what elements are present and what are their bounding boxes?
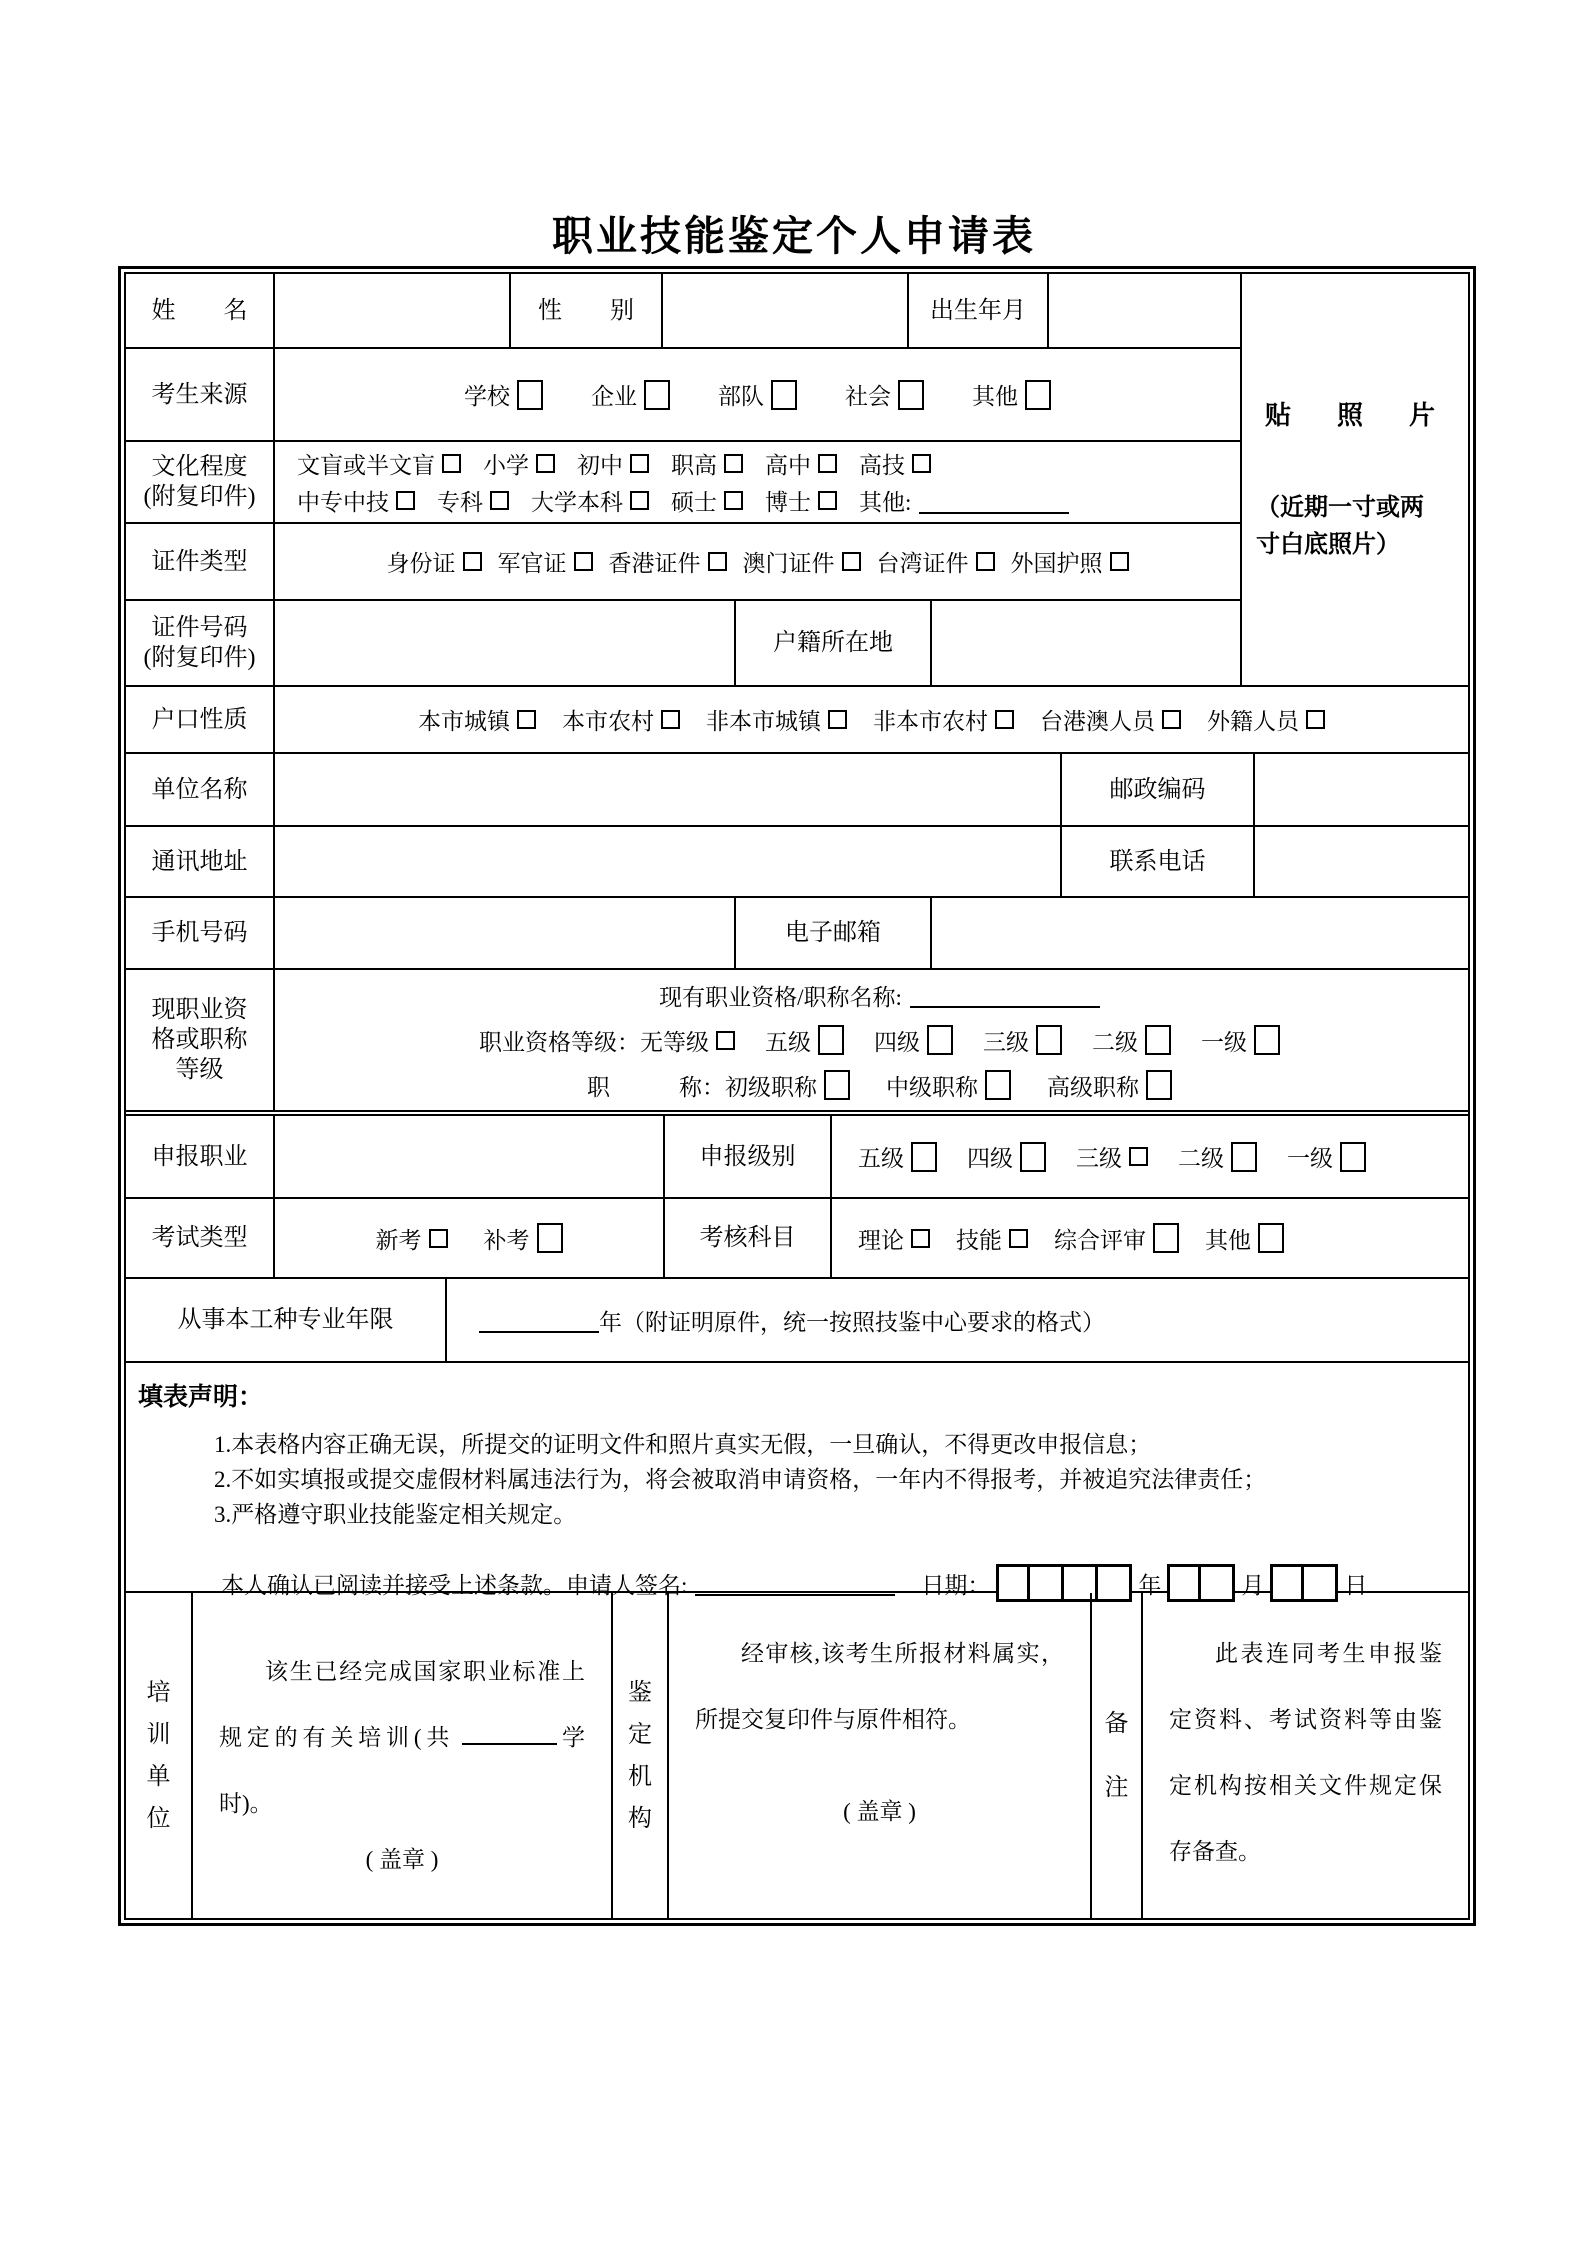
declaration-item: 1.本表格内容正确无误，所提交的证明文件和照片真实无假，一旦确认，不得更改申报信息； [214,1432,1152,1457]
exam-subject-label: 考核科目 [665,1199,832,1277]
硕士-checkbox[interactable] [724,491,743,510]
台港澳人员-checkbox[interactable] [1162,710,1181,729]
apply-level-label: 申报级别 [665,1116,832,1197]
option-label: 非本市农村 [873,709,988,734]
文盲或半文盲-checkbox[interactable] [442,454,461,473]
option-label: 台湾证件 [876,551,969,576]
新考-checkbox[interactable] [429,1229,448,1248]
footer-section [126,1593,1468,1918]
confirm-label: 本人确认已阅读并接受上述条款。申请人签名: [221,1572,688,1598]
photo-paste-area [1240,274,1468,685]
remark-content [1143,1593,1468,1918]
option-label: 小学 [483,453,529,478]
row-years [126,1279,1468,1363]
三级-checkbox[interactable] [1036,1025,1062,1055]
assessment-org-label: 鉴 定 机 构 [613,1593,669,1918]
hukou-options [275,687,1468,752]
id-type-options [275,524,1240,599]
qualification-level-label: 职业资格等级： [479,1029,640,1055]
option-label: 三级 [983,1029,1029,1055]
years-blank[interactable] [479,1307,599,1333]
years-content [447,1279,1468,1361]
declaration-heading: 填表声明： [138,1384,264,1411]
option-label: 高级职称 [1047,1074,1139,1100]
residence-label: 户籍所在地 [736,601,932,685]
qualification-label: 现职业资 格或职称 等级 [126,970,275,1110]
employer-label: 单位名称 [126,754,275,825]
phone-label: 联系电话 [1062,827,1255,896]
option-label: 高中 [765,453,811,478]
身份证-checkbox[interactable] [463,552,482,571]
二级-checkbox[interactable] [1145,1025,1171,1055]
option-label: 四级 [967,1146,1013,1171]
option-label: 本市农村 [562,709,654,734]
top-block [126,274,1468,687]
五级-checkbox[interactable] [911,1142,937,1172]
option-label: 大学本科 [531,490,623,515]
year-char: 年 [1138,1572,1162,1598]
education-label: 文化程度 (附复印件) [126,442,275,522]
id-number-input-cell[interactable] [275,601,736,685]
education-other-label: 其他: [859,490,912,515]
大学本科-checkbox[interactable] [630,491,649,510]
option-label: 高技 [859,453,905,478]
day-char: 日 [1344,1572,1368,1598]
training-unit-text: 该生已经完成国家职业标准上规定的有关培训(共 学时)。 [219,1659,585,1816]
option-label: 技能 [956,1227,1002,1253]
sex-label: 性 别 [511,274,663,347]
sex-input-cell[interactable] [663,274,909,347]
option-label: 一级 [1287,1146,1333,1171]
初级职称-checkbox[interactable] [824,1070,850,1100]
台湾证件-checkbox[interactable] [976,552,995,571]
row-qualification [126,970,1468,1116]
option-label: 军官证 [497,551,567,576]
qualification-name-label: 现有职业资格/职称名称: [659,984,902,1010]
option-label: 无等级 [640,1029,709,1055]
employer-input-cell[interactable] [275,754,1062,825]
postcode-label: 邮政编码 [1062,754,1255,825]
years-suffix: 年（附证明原件，统一按照技鉴中心要求的格式） [599,1309,1105,1335]
row-address [126,827,1468,898]
option-label: 初中 [577,453,623,478]
phone-input-cell[interactable] [1255,827,1468,896]
row-apply-job [126,1116,1468,1199]
qualification-title-label: 职 称： [587,1074,725,1100]
一级-checkbox[interactable] [1254,1025,1280,1055]
香港证件-checkbox[interactable] [708,552,727,571]
option-label: 专科 [437,490,483,515]
企业-checkbox[interactable] [644,380,670,410]
assessment-org-text: 经审核,该考生所报材料属实，所提交复印件与原件相符。 [695,1641,1064,1732]
部队-checkbox[interactable] [771,380,797,410]
name-input-cell[interactable] [275,274,511,347]
training-hours-blank[interactable] [462,1719,557,1745]
option-label: 学校 [464,384,510,409]
option-label: 硕士 [671,490,717,515]
option-label: 综合评审 [1054,1227,1146,1253]
address-input-cell[interactable] [275,827,1062,896]
application-form-table [118,266,1476,1926]
中级职称-checkbox[interactable] [985,1070,1011,1100]
一级-checkbox[interactable] [1340,1142,1366,1172]
address-label: 通讯地址 [126,827,275,896]
photo-title: 贴 照 片 [1264,400,1445,430]
option-label: 企业 [591,384,637,409]
years-label: 从事本工种专业年限 [126,1279,447,1361]
博士-checkbox[interactable] [818,491,837,510]
option-label: 台港澳人员 [1040,709,1155,734]
declaration-item: 3.严格遵守职业技能鉴定相关规定。 [214,1502,577,1527]
学校-checkbox[interactable] [517,380,543,410]
option-label: 理论 [858,1227,904,1253]
option-label: 五级 [858,1146,904,1171]
source-options [275,349,1240,440]
option-label: 文盲或半文盲 [297,453,435,478]
exam-subject-options [832,1199,1468,1277]
assessment-org-content [669,1593,1092,1918]
mobile-label: 手机号码 [126,898,275,968]
本市农村-checkbox[interactable] [661,710,680,729]
二级-checkbox[interactable] [1231,1142,1257,1172]
date-label: 日期： [921,1572,991,1598]
row-name [126,274,1240,349]
mobile-input-cell[interactable] [275,898,736,968]
qualification-content [275,970,1468,1110]
澳门证件-checkbox[interactable] [842,552,861,571]
补考-checkbox[interactable] [537,1223,563,1253]
qualification-name-blank[interactable] [910,982,1100,1008]
option-label: 香港证件 [608,551,701,576]
declaration-item: 2.不如实填报或提交虚假材料属违法行为，将会被取消申请资格，一年内不得报考，并被追究法律责任； [214,1467,1267,1492]
declaration-items [214,1427,1468,1532]
option-label: 二级 [1092,1029,1138,1055]
非本市城镇-checkbox[interactable] [828,710,847,729]
理论-checkbox[interactable] [911,1229,930,1248]
小学-checkbox[interactable] [536,454,555,473]
option-label: 中专中技 [297,490,389,515]
option-label: 三级 [1076,1146,1122,1171]
option-label: 本市城镇 [418,709,510,734]
中专中技-checkbox[interactable] [396,491,415,510]
专科-checkbox[interactable] [490,491,509,510]
dob-label: 出生年月 [909,274,1049,347]
option-label: 外籍人员 [1207,709,1299,734]
option-label: 其他 [1205,1227,1251,1253]
row-id-type [126,524,1240,601]
training-seal-label: ( 盖章 ) [365,1847,439,1872]
exam-type-label: 考试类型 [126,1199,275,1277]
option-label: 一级 [1201,1029,1247,1055]
remark-text: 此表连同考生申报鉴定资料、考试资料等由鉴定机构按相关文件规定保存备查。 [1169,1641,1442,1864]
高中-checkbox[interactable] [818,454,837,473]
option-label: 新考 [375,1227,422,1253]
source-label: 考生来源 [126,349,275,440]
id-number-label: 证件号码 (附复印件) [126,601,275,685]
education-options [275,442,1240,522]
初中-checkbox[interactable] [630,454,649,473]
option-label: 身份证 [386,551,456,576]
职高-checkbox[interactable] [724,454,743,473]
option-label: 部队 [718,384,764,409]
exam-type-options [275,1199,665,1277]
其他-checkbox[interactable] [1258,1223,1284,1253]
training-unit-content [193,1593,613,1918]
四级-checkbox[interactable] [927,1025,953,1055]
name-label: 姓 名 [126,274,275,347]
高级职称-checkbox[interactable] [1146,1070,1172,1100]
photo-note: （近期一寸或两 寸白底照片） [1256,494,1424,558]
dob-input-cell[interactable] [1049,274,1240,347]
training-unit-label: 培 训 单 位 [126,1593,193,1918]
hukou-label: 户口性质 [126,687,275,752]
row-exam-type [126,1199,1468,1279]
row-mobile [126,898,1468,970]
军官证-checkbox[interactable] [574,552,593,571]
declaration-section [126,1377,1468,1598]
page-title: 职业技能鉴定个人申请表 [552,213,1036,259]
option-label: 博士 [765,490,811,515]
remark-label: 备 注 [1092,1593,1143,1918]
本市城镇-checkbox[interactable] [517,710,536,729]
四级-checkbox[interactable] [1020,1142,1046,1172]
外国护照-checkbox[interactable] [1110,552,1129,571]
row-education [126,442,1240,524]
其他-checkbox[interactable] [1025,380,1051,410]
option-label: 澳门证件 [742,551,835,576]
row-employer [126,754,1468,827]
email-input-cell[interactable] [932,898,1468,968]
option-label: 二级 [1178,1146,1224,1171]
email-label: 电子邮箱 [736,898,932,968]
assessment-seal-label: ( 盖章 ) [843,1799,916,1824]
非本市农村-checkbox[interactable] [995,710,1014,729]
技能-checkbox[interactable] [1009,1229,1028,1248]
month-char: 月 [1241,1572,1265,1598]
无等级-checkbox[interactable] [716,1031,735,1050]
综合评审-checkbox[interactable] [1153,1223,1179,1253]
row-source [126,349,1240,442]
option-label: 五级 [765,1029,811,1055]
option-label: 初级职称 [725,1074,817,1100]
residence-input-cell[interactable] [932,601,1240,685]
高技-checkbox[interactable] [912,454,931,473]
id-type-label: 证件类型 [126,524,275,599]
option-label: 其他 [972,384,1018,409]
postcode-input-cell[interactable] [1255,754,1468,825]
option-label: 职高 [671,453,717,478]
row-hukou [126,687,1468,754]
外籍人员-checkbox[interactable] [1306,710,1325,729]
option-label: 补考 [483,1227,530,1253]
option-label: 四级 [874,1029,920,1055]
education-other-blank[interactable] [919,488,1069,514]
option-label: 中级职称 [886,1074,978,1100]
apply-job-label: 申报职业 [126,1116,275,1197]
option-label: 社会 [845,384,891,409]
社会-checkbox[interactable] [898,380,924,410]
三级-checkbox[interactable] [1129,1147,1148,1166]
option-label: 非本市城镇 [706,709,821,734]
apply-job-input-cell[interactable] [275,1116,665,1197]
apply-level-options [832,1116,1468,1197]
row-id-number [126,601,1240,685]
五级-checkbox[interactable] [818,1025,844,1055]
option-label: 外国护照 [1010,551,1103,576]
